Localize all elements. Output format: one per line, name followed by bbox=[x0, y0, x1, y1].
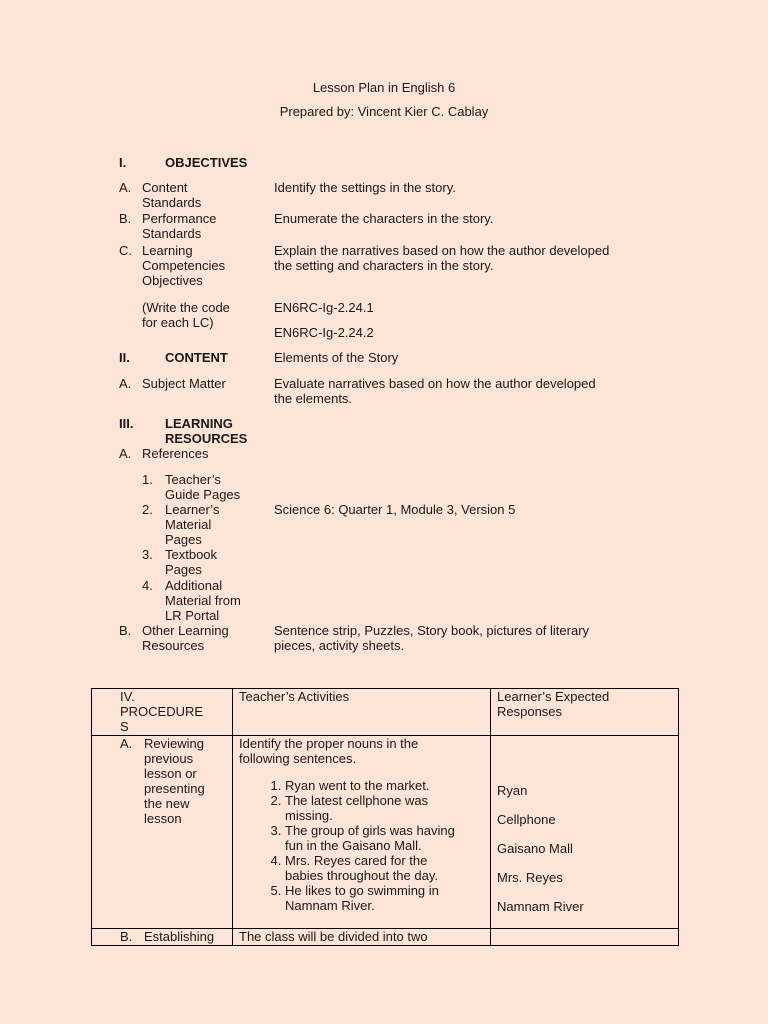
prepared-by: Prepared by: Vincent Kier C. Cablay bbox=[279, 104, 489, 119]
response-item: Namnam River bbox=[497, 899, 584, 914]
procedure-b-label: Establishing bbox=[144, 929, 215, 944]
content-standards-letter: A. bbox=[119, 180, 132, 195]
ref-item-label: Teacher’s Guide Pages bbox=[165, 472, 241, 502]
ref-item-number: 4. bbox=[142, 578, 153, 593]
section-number-ii: II. bbox=[119, 350, 130, 365]
ref-item-label: Additional Material from LR Portal bbox=[165, 578, 241, 623]
ref-item-label: Learner’s Material Pages bbox=[165, 502, 220, 547]
competency-code-2: EN6RC-Ig-2.24.2 bbox=[274, 325, 374, 340]
learners-material-value: Science 6: Quarter 1, Module 3, Version 5 bbox=[274, 502, 516, 517]
performance-standards-value: Enumerate the characters in the story. bbox=[274, 211, 494, 226]
performance-standards-label: Performance Standards bbox=[142, 211, 217, 241]
content-heading: CONTENT bbox=[165, 350, 228, 365]
teachers-activities-header: Teacher’s Activities bbox=[233, 689, 491, 736]
list-item: 5. He likes to go swimming in Namnam River. bbox=[285, 883, 484, 913]
learning-resources-heading: LEARNING RESOURCES bbox=[165, 416, 248, 446]
ref-item-number: 2. bbox=[142, 502, 153, 517]
list-item: 4. Mrs. Reyes cared for the babies throughout the day. bbox=[285, 853, 484, 883]
procedure-a-label: Reviewing previous lesson or presenting the new lesson bbox=[144, 736, 205, 826]
procedure-b-letter: B. bbox=[120, 929, 133, 944]
list-item: 3. The group of girls was having fun in the Gaisano Mall. bbox=[285, 823, 484, 853]
procedure-a-cell bbox=[92, 736, 233, 929]
ref-item-number: 3. bbox=[142, 547, 153, 562]
subject-matter-label: Subject Matter bbox=[142, 376, 226, 391]
procedure-a-activity bbox=[233, 736, 491, 929]
other-resources-value: Sentence strip, Puzzles, Story book, pictures of literary pieces, activity sheets. bbox=[274, 623, 590, 653]
procedure-b-activity: The class will be divided into two bbox=[233, 929, 491, 946]
procedures-table bbox=[91, 688, 679, 946]
procedures-header: IV. PROCEDURE S bbox=[92, 689, 233, 736]
table-header-row bbox=[92, 689, 679, 736]
ref-item-label: Textbook Pages bbox=[165, 547, 218, 577]
procedure-a-letter: A. bbox=[120, 736, 133, 751]
code-note: (Write the code for each LC) bbox=[142, 300, 230, 330]
procedure-a-responses bbox=[491, 736, 679, 929]
subject-matter-letter: A. bbox=[119, 376, 132, 391]
activity-instruction: Identify the proper nouns in the following sentences. bbox=[239, 736, 419, 766]
list-item: 2. The latest cellphone was missing. bbox=[285, 793, 484, 823]
learning-competencies-label: Learning Competencies Objectives bbox=[142, 243, 226, 288]
table-row bbox=[92, 736, 679, 929]
response-item: Ryan bbox=[497, 783, 528, 798]
other-resources-label: Other Learning Resources bbox=[142, 623, 229, 653]
ref-item-number: 1. bbox=[142, 472, 153, 487]
sentence-list bbox=[239, 778, 484, 913]
objectives-heading: OBJECTIVES bbox=[165, 155, 248, 170]
subject-matter-value: Evaluate narratives based on how the author developed the elements. bbox=[274, 376, 596, 406]
content-standards-label: Content Standards bbox=[142, 180, 202, 210]
other-resources-letter: B. bbox=[119, 623, 132, 638]
list-item: 1. Ryan went to the market. bbox=[285, 778, 484, 793]
content-value: Elements of the Story bbox=[274, 350, 399, 365]
document-title: Lesson Plan in English 6 bbox=[312, 80, 456, 95]
procedure-b-cell bbox=[92, 929, 233, 946]
section-number-i: I. bbox=[119, 155, 127, 170]
competency-code-1: EN6RC-Ig-2.24.1 bbox=[274, 300, 374, 315]
references-letter: A. bbox=[119, 446, 132, 461]
performance-standards-letter: B. bbox=[119, 211, 132, 226]
section-number-iii: III. bbox=[119, 416, 134, 431]
response-list bbox=[497, 783, 672, 928]
learning-competencies-letter: C. bbox=[119, 243, 132, 258]
response-item: Mrs. Reyes bbox=[497, 870, 563, 885]
table-row bbox=[92, 929, 679, 946]
procedure-b-response bbox=[491, 929, 679, 946]
learners-responses-header: Learner’s Expected Responses bbox=[491, 689, 679, 736]
content-standards-value: Identify the settings in the story. bbox=[274, 180, 456, 195]
response-item: Gaisano Mall bbox=[497, 841, 573, 856]
learning-competencies-value: Explain the narratives based on how the author developed the setting and characters in the story. bbox=[274, 243, 610, 273]
response-item: Cellphone bbox=[497, 812, 556, 827]
references-label: References bbox=[142, 446, 209, 461]
